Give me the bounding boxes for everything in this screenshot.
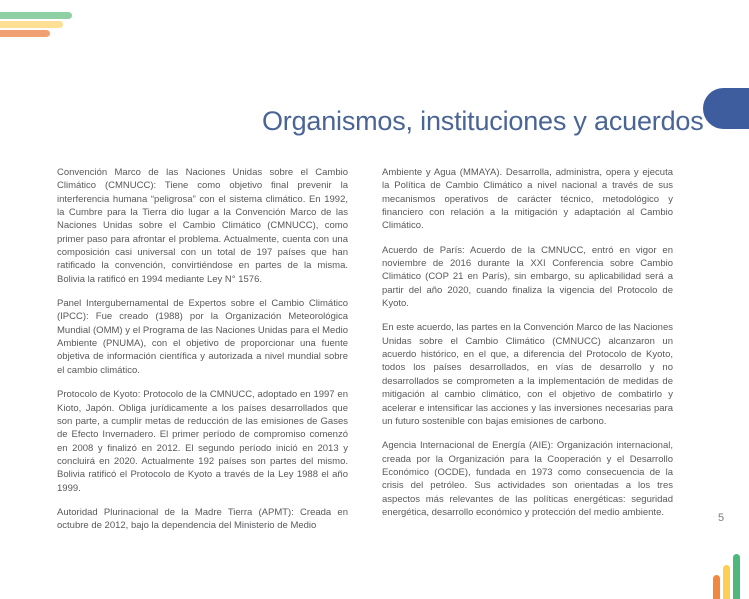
paragraph: Agencia Internacional de Energía (AIE): Organización internacional, creada por la Organización para la Cooperación y el Desarrollo Económico (OCDE), fundada en 1973 como consecuencia de la crisis del petróleo. Sus actividades son orientadas a los tres aspectos más relevantes de las políticas energéticas: seguridad energética, desarrollo económico y protección del medio ambiente. bbox=[382, 440, 673, 518]
paragraph: Acuerdo de París: Acuerdo de la CMNUCC, entró en vigor en noviembre de 2016 durante la XXI Conferencia sobre Cambio Climático (COP 21 en París), sin embargo, su aplicabilidad será a partir del año 2020, cuando finaliza la vigencia del Protocolo de Kyoto. bbox=[382, 244, 673, 310]
orange-bar-icon bbox=[713, 575, 720, 599]
page-number: 5 bbox=[718, 512, 725, 524]
yellow-bar-icon bbox=[723, 565, 730, 599]
green-bar-icon bbox=[0, 12, 72, 19]
paragraph: Panel Intergubernamental de Expertos sobre el Cambio Climático (IPCC): Fue creado (1988) por la Organización Meteorológica Mundial (OMM) y el Programa de las Naciones Unidas para el Medio Ambiente (PNUMA), con el objetivo de proporcionar una fuente objetiva de información científica y autorizada a nivel mundial sobre el cambio climático. bbox=[57, 298, 348, 376]
title-accent-tab bbox=[703, 88, 749, 129]
page-title: Organismos, instituciones y acuerdos bbox=[262, 106, 704, 137]
orange-bar-icon bbox=[0, 30, 50, 37]
bottom-right-decoration bbox=[707, 553, 749, 599]
paragraph: En este acuerdo, las partes en la Convención Marco de las Naciones Unidas sobre el Cambio Climático (CMNUCC) alcanzaron un acuerdo histórico, en el que, a diferencia del Protocolo de Kyoto, todos los países desarrollados, en vías de desarrollo y no desarrollados se comprometen a la implementación de medidas de mitigación al cambio climático, con el objetivo de combatirlo y acelerar e intensificar las acciones y las inversiones necesarias para un futuro sostenible con bajas emisiones de carbono. bbox=[382, 322, 673, 427]
body-text-columns bbox=[57, 166, 694, 533]
paragraph: Protocolo de Kyoto: Protocolo de la CMNUCC, adoptado en 1997 en Kioto, Japón. Obliga jurídicamente a los países desarrollados que son parte, a cumplir metas de reducción de las emisiones de Gases de Efecto Invernadero. El primer período de compromiso comenzó en 2008 y finalizó en 2012. El segundo período inició en 2013 y concluirá en 2020. Actualmente 192 países son partes del mismo. Bolivia ratificó el Protocolo de Kyoto a través de la Ley 1988 el año 1999. bbox=[57, 389, 348, 494]
paragraph: Convención Marco de las Naciones Unidas sobre el Cambio Climático (CMNUCC): Tiene como objetivo final prevenir la interferencia humana “peligrosa” con el sistema climático. En 1992, la Cumbre para la Tierra dio lugar a la Convención Marco de las Naciones Unidas sobre el Cambio Climático (CMNUCC), como primer paso para afrontar el problema. Actualmente, cuenta con una composición casi universal con un total de 197 países que han ratificado la convención, convirtiéndose en partes de la misma. Bolivia la ratificó en 1994 mediante Ley N° 1576. bbox=[57, 167, 348, 285]
right-text-column bbox=[382, 166, 673, 533]
top-left-decoration bbox=[0, 12, 80, 38]
left-text-column bbox=[57, 166, 348, 533]
yellow-bar-icon bbox=[0, 21, 63, 28]
paragraph: Autoridad Plurinacional de la Madre Tierra (APMT): Creada en octubre de 2012, bajo la dependencia del Ministerio de Medio bbox=[57, 506, 348, 532]
green-bar-icon bbox=[733, 554, 740, 599]
paragraph: Ambiente y Agua (MMAYA). Desarrolla, administra, opera y ejecuta la Política de Cambio Climático a nivel nacional a través de sus mecanismos operativos de carácter técnico, metodológico y financiero con relación a la mitigación y adaptación al Cambio Climático. bbox=[382, 167, 673, 232]
